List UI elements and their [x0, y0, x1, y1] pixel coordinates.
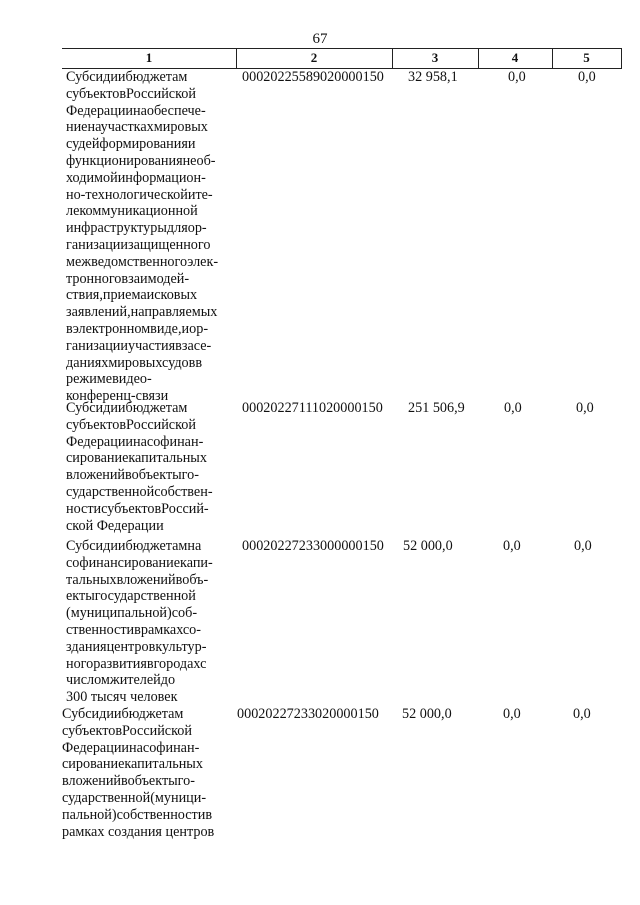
row-name-line: 300 тысяч человек [66, 689, 178, 706]
row-value-4: 0,0 [503, 538, 521, 554]
row-value-3: 251 506,9 [408, 400, 465, 416]
table-header [62, 48, 622, 68]
row-value-5: 0,0 [574, 538, 592, 554]
row-value-3: 32 958,1 [408, 69, 458, 85]
row-code: 00020227233000000150 [242, 538, 384, 554]
row-name-line: вложенийвобъектыго- [66, 467, 199, 484]
row-name-line: Федерациинасофинан- [62, 739, 200, 756]
row-name-line: ностисубъектовРоссий- [66, 500, 209, 517]
row-name-line: сированиекапитальных [66, 450, 207, 467]
row-value-3: 52 000,0 [403, 538, 453, 554]
row-name-line: ской Федерации [66, 517, 164, 534]
row-name-line: Федерациинаобеспече- [66, 102, 206, 119]
row-name [62, 706, 228, 840]
row-name-line: ганизациизащищенного [66, 236, 211, 253]
row-name-line: Федерациинасофинан- [66, 433, 204, 450]
row-name-line: субъектовРоссийской [62, 722, 192, 739]
row-name-line: заявлений,направляемых [66, 304, 218, 321]
row-name-line: тальныхвложенийвобъ- [66, 571, 209, 588]
row-name-line: ногоразвитиявгородахс [66, 655, 207, 672]
row-name-line: инфраструктурыдляор- [66, 220, 207, 237]
row-name-line: сударственной(муници- [62, 789, 207, 806]
row-value-4: 0,0 [504, 400, 522, 416]
row-name-line: сированиекапитальных [62, 756, 203, 773]
row-name-line: режимевидео- [66, 371, 152, 388]
row-name-line: конференц-связи [66, 388, 169, 405]
page-number: 67 [312, 31, 328, 47]
row-name-line: Субсидиибюджетам [62, 706, 184, 722]
row-name-line: субъектовРоссийской [66, 416, 196, 433]
row-name-line: вложенийвобъектыго- [62, 773, 195, 790]
row-value-4: 0,0 [508, 69, 526, 85]
row-name-line: судейформированияи [66, 136, 196, 153]
row-name-line: сударственнойсобствен- [66, 483, 213, 500]
row-value-3: 52 000,0 [402, 706, 452, 722]
header-col-3: 3 [431, 50, 439, 65]
row-name-line: Субсидиибюджетам [66, 400, 188, 416]
row-name-line: ствия,приемаисковых [66, 287, 198, 304]
header-col-1: 1 [145, 50, 153, 65]
row-name-line: лекоммуникационной [66, 203, 198, 220]
header-col-5: 5 [583, 50, 590, 65]
row-code: 00020227111020000150 [242, 400, 383, 416]
row-name [66, 538, 232, 706]
row-name-line: субъектовРоссийской [66, 85, 196, 102]
header-col-4: 4 [511, 50, 519, 65]
row-name-line: но-технологическойите- [66, 186, 213, 203]
row-value-5: 0,0 [576, 400, 594, 416]
row-name-line: ниенаучасткахмировых [66, 119, 208, 136]
row-value-5: 0,0 [573, 706, 591, 722]
row-name-line: данияхмировыхсудовв [66, 354, 203, 371]
row-name-line: ственностиврамкахсо- [66, 621, 201, 638]
row-name-line: межведомственногоэлек- [66, 253, 219, 270]
row-name-line: пальной)собственностив [62, 806, 213, 823]
row-name-line: числомжителейдо [66, 672, 176, 689]
header-col-2: 2 [310, 50, 318, 65]
row-name-line: ходимойинформацион- [66, 169, 206, 186]
row-name-line: тронноговзаимодей- [66, 270, 190, 287]
row-value-5: 0,0 [578, 69, 596, 85]
row-name [66, 400, 232, 534]
row-name-line: софинансированиекапи- [66, 554, 213, 571]
row-name-line: зданияцентровкультур- [66, 638, 207, 655]
row-value-4: 0,0 [503, 706, 521, 722]
row-name [66, 69, 232, 405]
row-name-line: ектыгосударственной [66, 588, 196, 605]
row-name-line: Субсидиибюджетам [66, 69, 188, 85]
row-name-line: Субсидиибюджетамна [66, 538, 202, 554]
row-name-line: рамках создания центров [62, 823, 215, 840]
row-name-line: (муниципальной)соб- [66, 605, 198, 622]
row-name-line: ганизацииучастиявзасе- [66, 337, 212, 354]
row-name-line: функционированиянеоб- [66, 152, 216, 169]
row-name-line: вэлектронномвиде,иор- [66, 320, 209, 337]
row-code: 00020225589020000150 [242, 69, 384, 85]
row-code: 00020227233020000150 [237, 706, 379, 722]
